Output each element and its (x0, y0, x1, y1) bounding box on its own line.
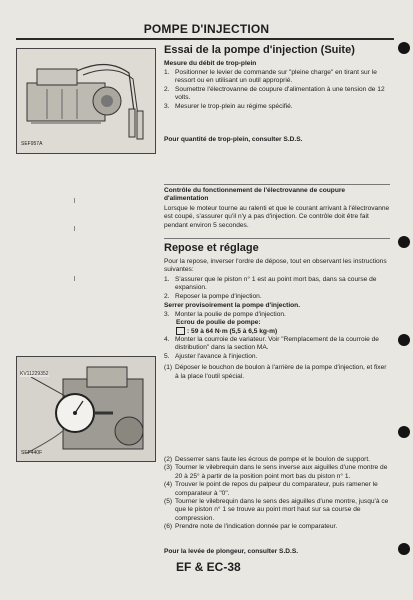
binder-hole (398, 543, 410, 555)
page-number: EF & EC-38 (176, 560, 241, 574)
injection-pump-drawing (17, 49, 155, 153)
list-item: 1. Positionner le levier de commande sur "pleine charge" en tirant sur le ressort ou en utilisant un outil approprié. (164, 69, 377, 85)
binder-hole (398, 236, 410, 248)
list-item: 5. Ajuster l'avance à l'injection. (164, 352, 258, 360)
list-item: (5) Tourner le vilebrequin dans le sens des aiguilles d'une montre, jusqu'à ce que le piston n° 1 se trouve au point mort haut sur sa course de compression. (164, 498, 389, 522)
binder-hole (398, 42, 410, 54)
list-item: (6) Prendre note de l'indication donnée par le comparateur. (164, 523, 338, 531)
divider (164, 238, 390, 239)
figure-injection-pump-test (16, 48, 156, 154)
list-item: (3) Tourner le vilebrequin dans le sens inverse aux aiguilles d'une montre de 20 à 25° à partir de la position point mort bas du piston n° 1. (164, 464, 388, 480)
page-header: POMPE D'INJECTION (143, 22, 270, 36)
divider (164, 184, 390, 185)
reinstall-intro: Pour la repose, inverser l'ordre de dépose, tout en observant les instructions suivantes: (164, 258, 387, 274)
plunger-note: Pour la levée de plongeur, consulter S.D.S. (164, 548, 299, 555)
figure-dial-gauge (16, 356, 156, 462)
list-item: 3. Monter la poulie de pompe d'injection. (164, 311, 286, 318)
list-item: 2. Soumettre l'électrovanne de coupure d'alimentation à une tension de 12 volts. (164, 85, 385, 102)
list-item: (1) Déposer le bouchon de boulon à l'arrière de la pompe d'injection, et fixer à la place l'outil spécial. (164, 364, 387, 380)
tool-number-label: KV11229352 (20, 371, 49, 377)
binder-hole (398, 334, 410, 346)
torque-title: Ecrou de poulie de pompe: (176, 319, 261, 326)
solenoid-check-body: Lorsque le moteur tourne au ralenti et que le courant arrivant à l'électrovanne est coupé, s'assurer qu'il n'y a pas d'injection. Ce contrôle doit être fait pendant environ 5 secondes. (164, 205, 390, 229)
torque-spec: : 59 à 64 N·m (5,5 à 6,5 kg-m) (176, 327, 277, 336)
sds-note: Pour quantité de trop-plein, consulter S.D.S. (164, 136, 303, 143)
section-title: Essai de la pompe d'injection (Suite) (164, 44, 355, 56)
list-item: 4. Monter la courroie de variateur. Voir "Remplacement de la courroie de distribution" dans la section MA. (164, 336, 379, 352)
solenoid-check-title: Contrôle du fonctionnement de l'électrovanne de coupure d'alimentation (164, 187, 346, 203)
steps-list (164, 336, 390, 381)
list-item: (4) Trouver le point de repos du palpeur du comparateur, puis ramener le comparateur à "0". (164, 481, 378, 497)
list-item: 2. Reposer la pompe d'injection. (164, 292, 262, 300)
tighten-note: Serrer provisoirement la pompe d'injection. (164, 302, 301, 309)
figure-label: SEF957A (21, 141, 43, 147)
steps-list (164, 276, 390, 301)
list-item: (2) Desserrer sans faute les écrous de pompe et le boulon de support. (164, 456, 370, 463)
reinstall-title: Repose et réglage (164, 242, 259, 254)
steps-list (164, 69, 390, 111)
torque-wrench-icon (176, 327, 185, 335)
figure-label: SEF440F (21, 450, 43, 456)
header-rule (16, 38, 394, 40)
list-item: 1. S'assurer que le piston n° 1 est au point mort bas, dans sa course de expansion. (164, 276, 377, 292)
binder-hole (398, 426, 410, 438)
steps-list (164, 456, 390, 532)
section-subtitle: Mesure du débit de trop-plein (164, 60, 257, 67)
list-item: 3. Mesurer le trop-plein au régime spécifié. (164, 102, 293, 110)
